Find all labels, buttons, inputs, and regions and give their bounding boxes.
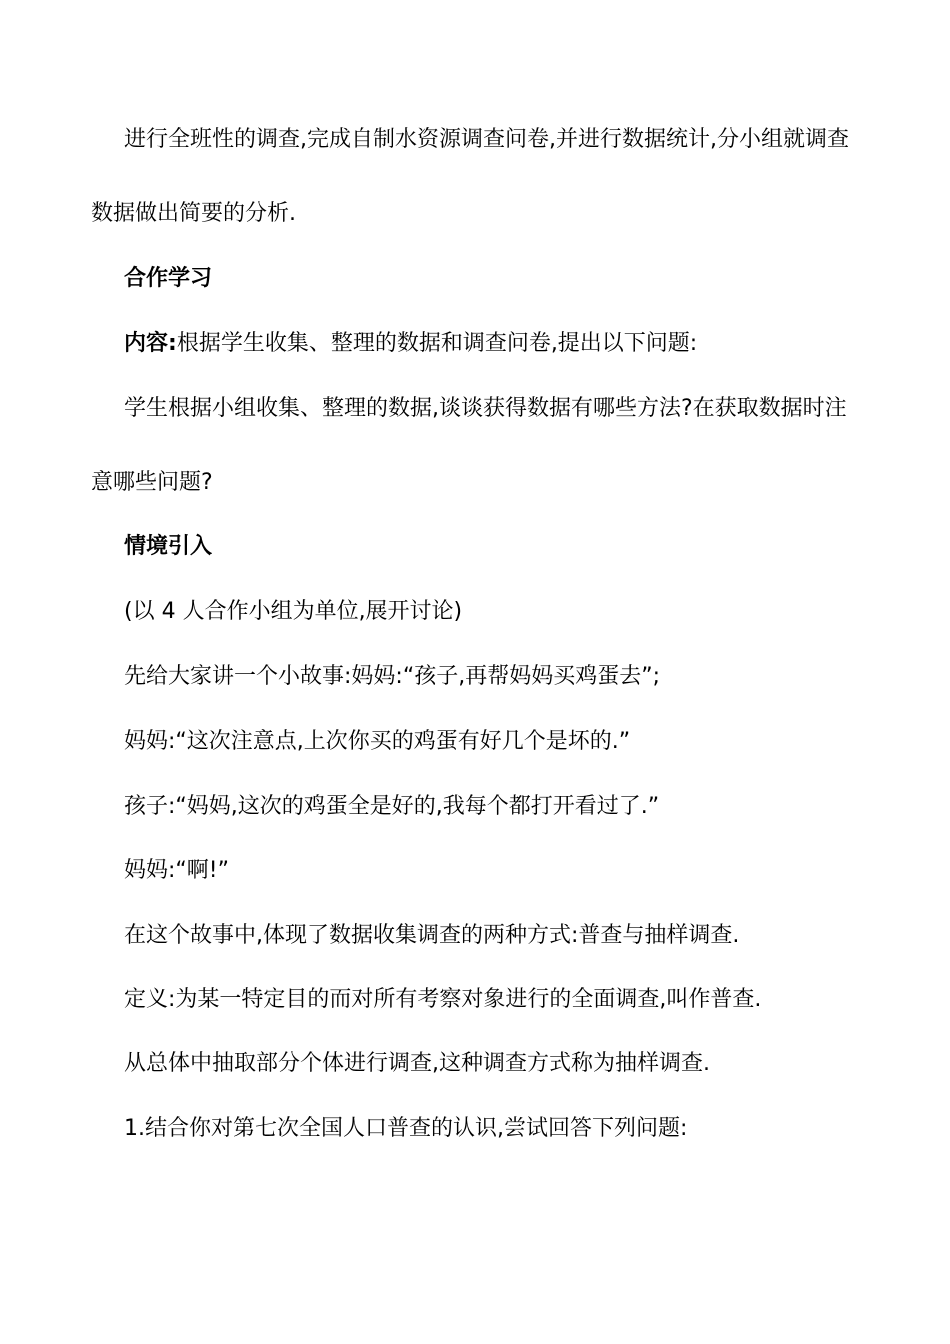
content-label: 内容: bbox=[124, 331, 177, 356]
question-1: 1.结合你对第七次全国人口普查的认识,尝试回答下列问题: bbox=[124, 1116, 688, 1141]
definition-census: 定义:为某一特定目的而对所有考察对象进行的全面调查,叫作普查. bbox=[124, 987, 762, 1012]
paragraph-survey-line-1: 进行全班性的调查,完成自制水资源调查问卷,并进行数据统计,分小组就调查 bbox=[124, 127, 849, 152]
question-paragraph-line-2: 意哪些问题? bbox=[91, 470, 213, 495]
content-paragraph bbox=[124, 329, 697, 359]
heading-situation-intro: 情境引入 bbox=[124, 534, 213, 559]
story-summary: 在这个故事中,体现了数据收集调查的两种方式:普查与抽样调查. bbox=[124, 923, 740, 948]
paragraph-survey-line-2: 数据做出简要的分析. bbox=[91, 201, 296, 226]
content-text: 根据学生收集、整理的数据和调查问卷,提出以下问题: bbox=[176, 331, 698, 356]
definition-sampling: 从总体中抽取部分个体进行调查,这种调查方式称为抽样调查. bbox=[124, 1051, 710, 1076]
story-intro: 先给大家讲一个小故事:妈妈:“孩子,再帮妈妈买鸡蛋去”; bbox=[124, 664, 661, 689]
question-paragraph-line-1: 学生根据小组收集、整理的数据,谈谈获得数据有哪些方法?在获取数据时注 bbox=[124, 396, 847, 421]
child-dialogue: 孩子:“妈妈,这次的鸡蛋全是好的,我每个都打开看过了.” bbox=[124, 794, 660, 819]
mom-dialogue-2: 妈妈:“啊!” bbox=[124, 858, 230, 883]
heading-cooperative-learning: 合作学习 bbox=[124, 266, 213, 291]
mom-dialogue-1: 妈妈:“这次注意点,上次你买的鸡蛋有好几个是坏的.” bbox=[124, 729, 631, 754]
group-note: (以 4 人合作小组为单位,展开讨论) bbox=[124, 599, 463, 624]
